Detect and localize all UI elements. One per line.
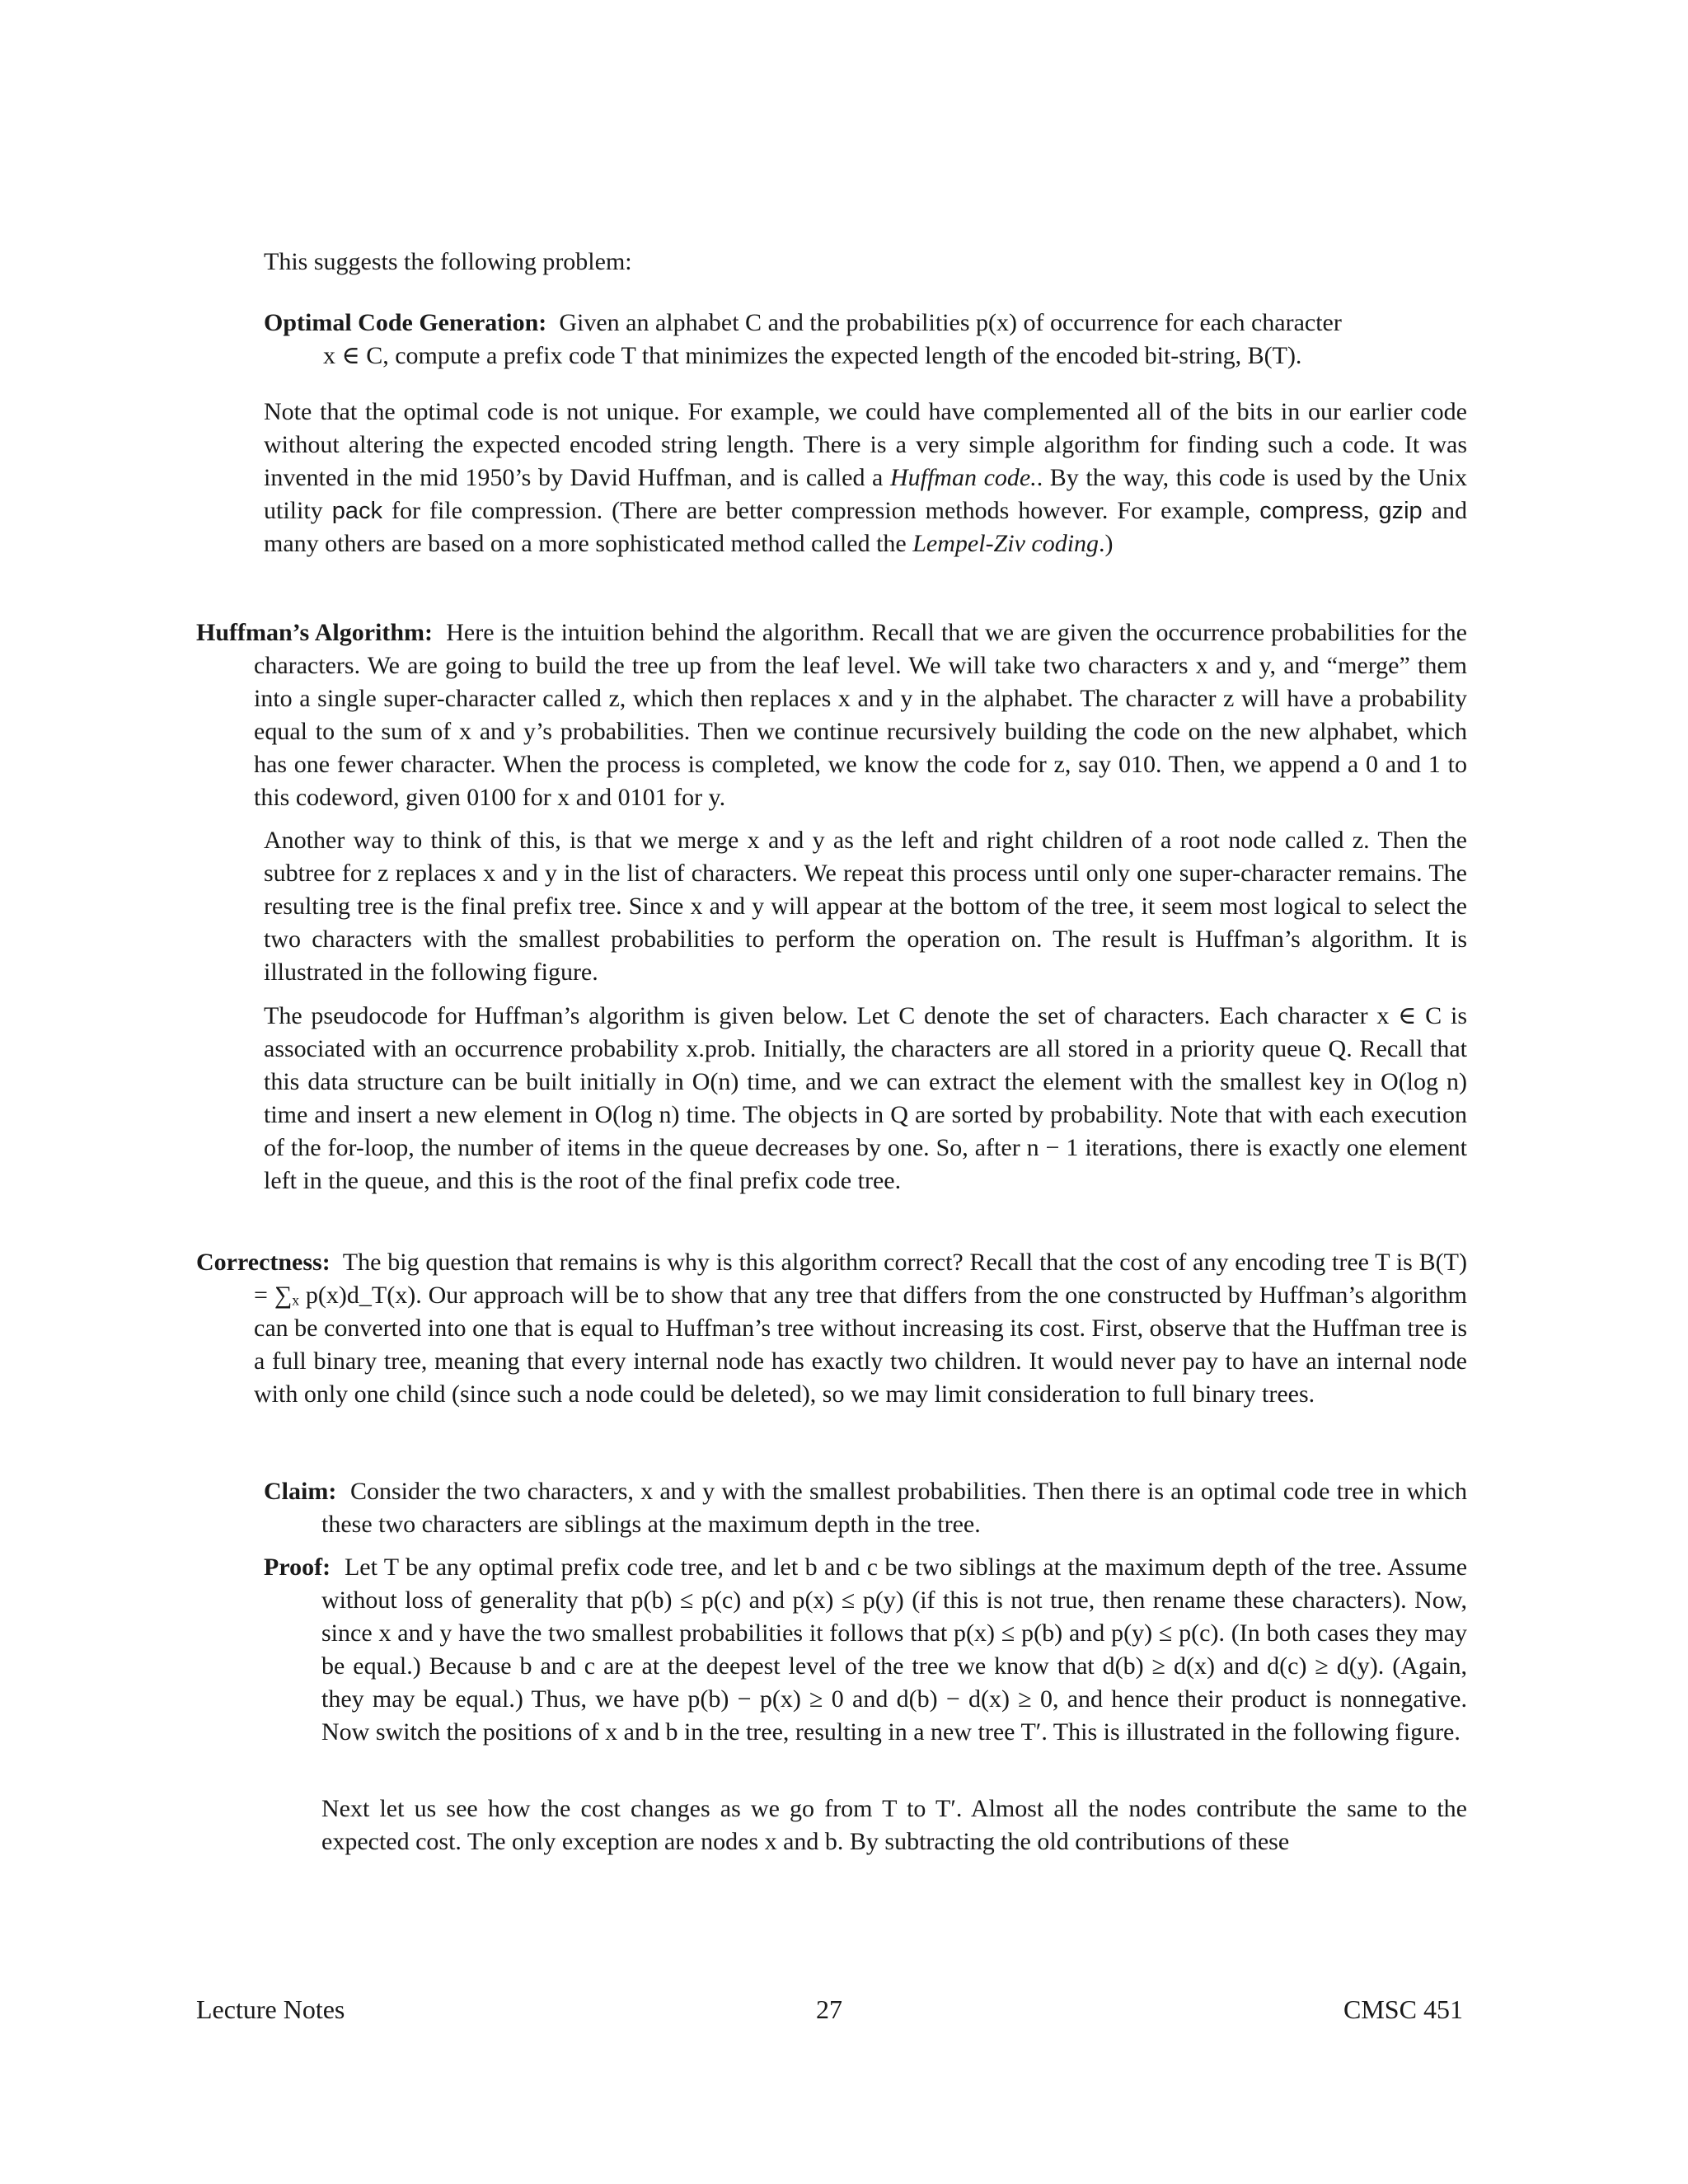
note-paragraph: Note that the optimal code is not unique. For example, we could have complemented all of the bits in our earlier code without altering the expected encoded string length. There is a very simple algorithm for finding such a code. It was invented in the mid 1950’s by David Huffman, and is called a Huffman code.. By the way, this code is used by the Unix utility pack for file compression. (There are better compression methods however. For example, compress, gzip and many others are based on a more sophisticated method called the Lempel-Ziv coding.) [264,398,1467,557]
optimal-line-1: Given an alphabet C and the probabilities p(x) of occurrence for each character [559,309,1342,336]
note-text-2: . By the way, this code is used by the Unix utility [264,464,1467,524]
proof-paragraph-2: Next let us see how the cost changes as we go from T to T′. Almost all the nodes contribute the same to the expected cost. The only exception are nodes x and b. By subtracting the old contributions of these [321,1795,1467,1855]
note-text-3: for file compression. (There are better compression methods however. For example, [382,497,1260,524]
proof-label: Proof: [264,1554,331,1581]
note-text-5: .) [1099,530,1114,557]
correctness-text: The big question that remains is why is this algorithm correct? Recall that the cost of any encoding tree T is B(T) = ∑ₓ p(x)d_T(x). Our approach will be to show that any tree that differs from the one constructed by Huffman’s algorithm can be converted into one that is equal to Huffman’s tree without increasing its cost. First, observe that the Huffman tree is a full binary tree, meaning that every internal node has exactly two children. It would never pay to have an internal node with only one child (since such a node could be deleted), so we may limit consideration to full binary trees. [254,1249,1467,1408]
optimal-line-2: x ∈ C, compute a prefix code T that minimizes the expected length of the encoded bit-string, B(T). [323,342,1302,369]
proof-paragraph-1: Let T be any optimal prefix code tree, and let b and c be two siblings at the maximum depth of the tree. Assume without loss of generality that p(b) ≤ p(c) and p(x) ≤ p(y) (if this is not true, then rename these characters). Now, since x and y have the two smallest probabilities it follows that p(x) ≤ p(b) and p(y) ≤ p(c). (In both cases they may be equal.) Because b and c are at the deepest level of the tree we know that d(b) ≥ d(x) and d(c) ≥ d(y). (Again, they may be equal.) Thus, we have p(b) − p(x) ≥ 0 and d(b) − d(x) ≥ 0, and hence their product is nonnegative. Now switch the positions of x and b in the tree, resulting in a new tree T′. This is illustrated in the following figure. [321,1554,1468,1746]
note-lempel-ziv: Lempel-Ziv coding [912,530,1100,557]
note-text-1: Note that the optimal code is not unique. For example, we could have complemented all of the bits in our earlier code without altering the expected encoded string length. There is a very simple algorithm for finding such a code. It was invented in the mid 1950’s by David Huffman, and is called a [264,398,1467,491]
intro-text: This suggests the following problem: [264,248,632,275]
claim-label: Claim: [264,1478,337,1505]
huffman-paragraph-1: Here is the intuition behind the algorithm. Recall that we are given the occurrence probabilities for the characters. We are going to build the tree up from the leaf level. We will take two characters x and y, and “merge” them into a single super-character called z, which then replaces x and y in the alphabet. The character z will have a probability equal to the sum of x and y’s probabilities. Then we continue recursively building the code on the new alphabet, which has one fewer character. When the process is completed, we know the code for z, say 010. Then, we append a 0 and 1 to this codeword, given 0100 for x and 0101 for y. [254,619,1467,811]
huffman-label: Huffman’s Algorithm: [196,619,434,646]
huffman-paragraph-3: The pseudocode for Huffman’s algorithm is given below. Let C denote the set of characters. Each character x ∈ C is associated with an occurrence probability x.prob. Initially, the characters are all stored in a priority queue Q. Recall that this data structure can be built initially in O(n) time, and we can extract the element with the smallest key in O(log n) time and insert a new element in O(log n) time. The objects in Q are sorted by probability. Note that with each execution of the for-loop, the number of items in the queue decreases by one. So, after n − 1 iterations, there is exactly one element left in the queue, and this is the root of the final prefix code tree. [264,1002,1467,1194]
note-huffman-code: Huffman code. [889,464,1037,491]
footer-right: CMSC 451 [1343,1994,1463,2024]
note-text-4: and many others are based on a more sophisticated method called the [264,497,1467,557]
note-compress: compress [1259,498,1363,524]
optimal-code-definition [264,307,1467,373]
note-pack: pack [331,498,382,524]
proof-section [264,1551,1467,1749]
huffman-algorithm-section [196,616,1467,814]
footer-left: Lecture Notes [196,1994,345,2024]
huffman-paragraph-2: Another way to think of this, is that we merge x and y as the left and right children of a root node called z. Then the subtree for z replaces x and y in the list of characters. We repeat this process until only one super-character remains. The resulting tree is the final prefix tree. Since x and y will appear at the bottom of the tree, it seem most logical to select the two characters with the smallest probabilities to perform the operation on. The result is Huffman’s algorithm. It is illustrated in the following figure. [264,827,1467,986]
optimal-code-label: Optimal Code Generation: [264,309,547,336]
note-gzip: gzip [1378,498,1423,524]
claim-section [264,1475,1467,1541]
correctness-section [196,1246,1467,1411]
page-number: 27 [816,1994,842,2024]
correctness-label: Correctness: [196,1249,331,1276]
claim-text: Consider the two characters, x and y with the smallest probabilities. Then there is an optimal code tree in which these two characters are siblings at the maximum depth in the tree. [321,1478,1467,1538]
